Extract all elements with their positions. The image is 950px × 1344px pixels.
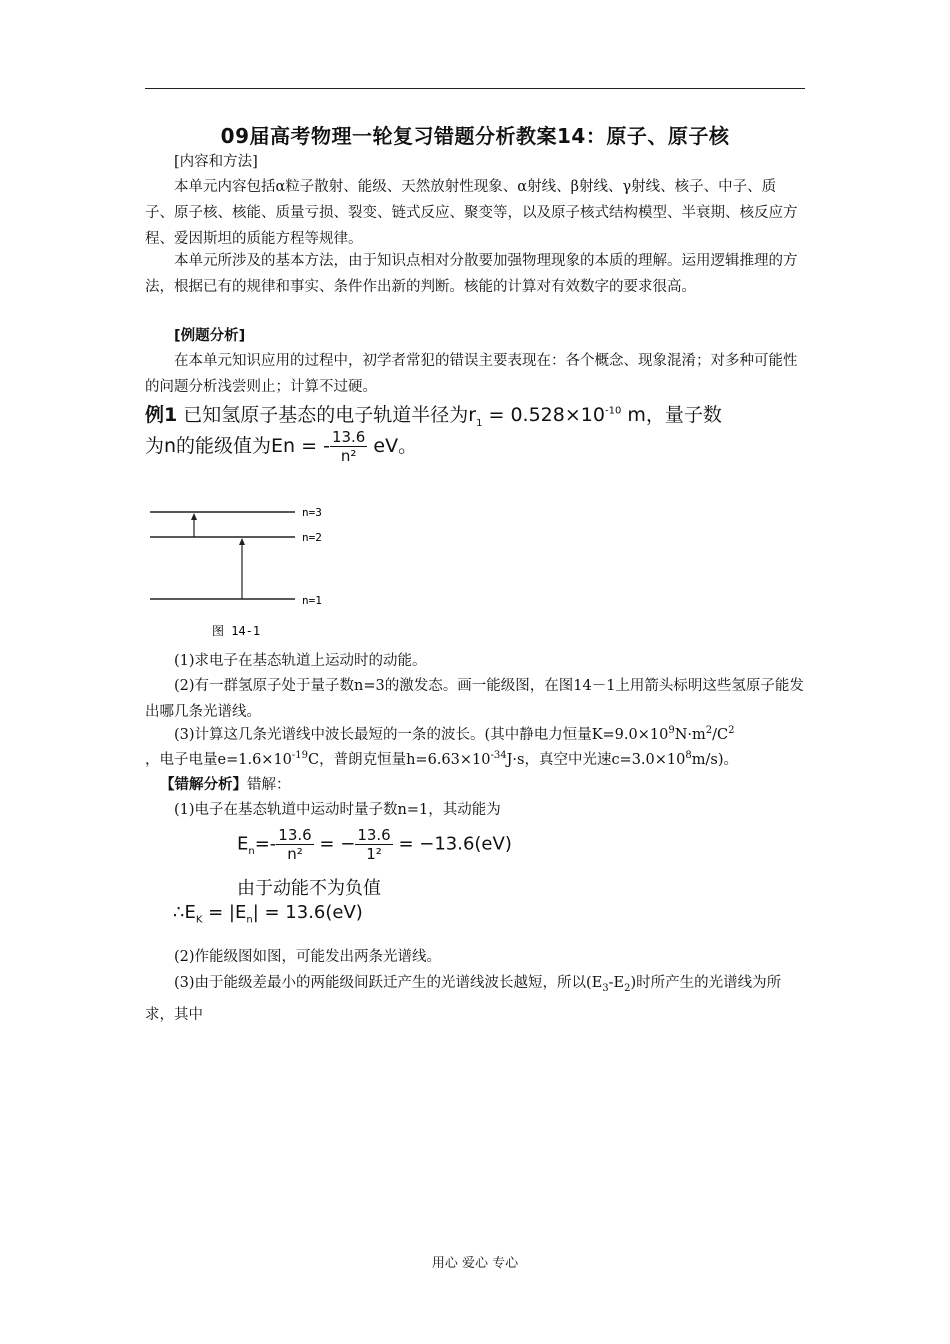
example1-text-b: = 0.528×10 [482, 404, 605, 426]
header-rule [145, 88, 805, 89]
analysis-step-1: (1)电子在基态轨道中运动时量子数n=1，其动能为 [174, 802, 501, 818]
page-title: 09届高考物理一轮复习错题分析教案14：原子、原子核 [220, 124, 730, 148]
error-analysis-heading [160, 773, 291, 794]
example1-line2 [145, 428, 417, 465]
eq1-f2-den: 1² [366, 845, 382, 863]
q3b-a: ，电子电量e=1.6×10 [145, 752, 292, 768]
q3a-exp3: 2 [728, 725, 735, 737]
fraction-denominator: n² [340, 447, 357, 465]
fraction-numerator: 13.6 [331, 428, 366, 446]
example1-text-c: m，量子数 [621, 404, 722, 426]
s3-a: (3)由于能级差最小的两能级间跃迁产生的光谱线波长越短，所以(E [174, 975, 603, 991]
level-label-n3: n=3 [302, 506, 322, 519]
q3a-exp1: 9 [668, 725, 675, 737]
example1-line2-a: 为n的能级值为En = - [145, 435, 330, 457]
paragraph-common-errors: 在本单元知识应用的过程中，初学者常犯的错误主要表现在：各个概念、现象混淆；对多种可能性的问题分析浅尝则止；计算不过硬。 [145, 353, 798, 395]
eq1-eq: =- [254, 833, 277, 855]
example1-line1 [145, 400, 722, 429]
eq1-mid: = − [313, 833, 356, 855]
q3a-text: (3)计算这几条光谱线中波长最短的一条的波长。(其中静电力恒量K=9.0×10 [174, 727, 669, 743]
content-method-heading: [内容和方法] [174, 154, 258, 170]
analysis-step-2: (2)作能级图如图，可能发出两条光谱线。 [174, 949, 442, 965]
eq1-fraction-1 [276, 826, 313, 863]
page-footer: 用心 爱心 专心 [431, 1256, 519, 1271]
q3b-exp2: -34 [490, 750, 507, 762]
example1-sub: 1 [476, 417, 483, 429]
equation-note: 由于动能不为负值 [237, 878, 381, 899]
equation-energy-level [237, 826, 512, 863]
example1-exp: -10 [604, 405, 622, 417]
q3a-b: N·m [674, 727, 706, 743]
energy-fraction [330, 428, 367, 465]
q3b-exp1: -19 [291, 750, 308, 762]
q3b-b: C，普朗克恒量h=6.63×10 [308, 752, 491, 768]
eq1-f2-num: 13.6 [357, 826, 391, 844]
eq3-c: | = 13.6(eV) [252, 902, 363, 923]
eq3-sub: K [195, 914, 203, 926]
eq3-a: ∴E [173, 902, 196, 923]
s3-c: )时所产生的光谱线为所求，其中 [145, 975, 782, 1023]
q3b-exp3: 8 [685, 750, 692, 762]
paragraph-scope: 本单元内容包括α粒子散射、能级、天然放射性现象、α射线、β射线、γ射线、核子、中子、质子、原子核、核能、质量亏损、裂变、链式反应、聚变等，以及原子核式结构模型、半衰期、核反应方程、爱因斯坦的质能方程等规律。 [145, 179, 798, 247]
s3-b: -E [608, 975, 625, 991]
arrowhead-2-to-3 [191, 513, 197, 520]
example1-line2-b: eV。 [367, 435, 418, 457]
error-analysis-suffix: 错解： [247, 777, 291, 793]
equation-kinetic-energy [173, 902, 363, 926]
error-analysis-label: 【错解分析】 [160, 777, 247, 793]
q3b-d: m/s)。 [691, 752, 738, 768]
example-analysis-heading: [例题分析] [174, 328, 246, 344]
figure-caption: 图 14-1 [212, 624, 261, 638]
example1-label: 例1 [145, 404, 178, 426]
s3-sub1: 3 [602, 982, 609, 994]
eq1-sub: n [248, 846, 255, 858]
level-label-n1: n=1 [302, 594, 322, 607]
analysis-step-3 [145, 970, 805, 1028]
arrowhead-1-to-2 [239, 538, 245, 545]
eq1-lhs: E [237, 833, 249, 855]
eq3-sub2: n [246, 914, 253, 926]
question-1: (1)求电子在基态轨道上运动时的动能。 [174, 653, 427, 669]
eq1-fraction-2 [355, 826, 392, 863]
eq1-f1-num: 13.6 [278, 826, 312, 844]
eq1-f1-den: n² [287, 845, 303, 863]
energy-level-diagram [140, 495, 360, 645]
eq3-b: = |E [202, 902, 247, 923]
q3a-exp2: 2 [705, 725, 713, 737]
level-label-n2: n=2 [302, 531, 322, 544]
question-3-line2 [145, 748, 738, 769]
s3-sub2: 2 [624, 982, 631, 994]
q3b-c: J·s，真空中光速c=3.0×10 [506, 752, 686, 768]
example1-text-a: 已知氢原子基态的电子轨道半径为r [183, 404, 477, 426]
question-3-line1 [174, 723, 735, 744]
paragraph-method: 本单元所涉及的基本方法，由于知识点相对分散要加强物理现象的本质的理解。运用逻辑推理的方法，根据已有的规律和事实、条件作出新的判断。核能的计算对有效数字的要求很高。 [145, 253, 798, 295]
question-2: (2)有一群氢原子处于量子数n=3的激发态。画一能级图，在图14－1上用箭头标明这些氢原子能发出哪几条光谱线。 [145, 678, 804, 720]
eq1-rhs: = −13.6(eV) [392, 833, 512, 855]
q3a-c: /C [712, 727, 729, 743]
